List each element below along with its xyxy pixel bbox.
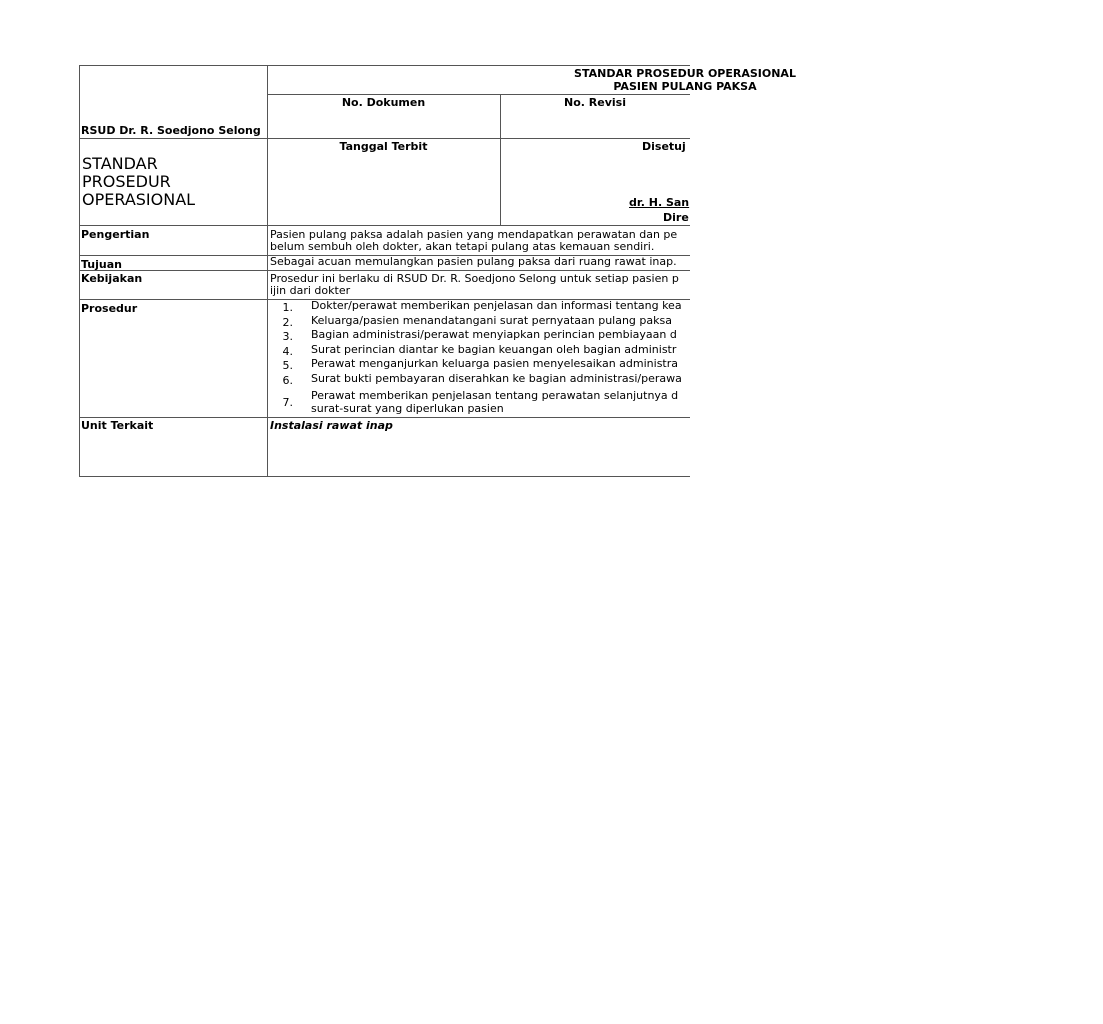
pengertian-text-line2: belum sembuh oleh dokter, akan tetapi pulang atas kemauan sendiri.: [270, 240, 655, 253]
unit-terkait-text: Instalasi rawat inap: [270, 419, 393, 432]
grid-line: [79, 138, 690, 139]
step-text: Dokter/perawat memberikan penjelasan dan informasi tentang kea: [311, 299, 682, 312]
grid-line: [79, 417, 690, 418]
grid-line: [79, 270, 690, 271]
step-number: 5.: [282, 359, 293, 372]
kebijakan-label: Kebijakan: [81, 272, 143, 285]
grid-line: [79, 65, 690, 66]
grid-line: [500, 94, 501, 226]
prosedur-label: Prosedur: [81, 302, 138, 315]
big-title-line1: STANDAR: [82, 154, 158, 173]
step-number: 3.: [282, 330, 293, 343]
doc-title-line2: PASIEN PULANG PAKSA: [613, 80, 757, 93]
tanggal-terbit-label: Tanggal Terbit: [339, 140, 428, 153]
disetujui-label: Disetuj: [642, 140, 686, 153]
step-number: 2.: [282, 316, 293, 329]
pengertian-text-line1: Pasien pulang paksa adalah pasien yang mendapatkan perawatan dan pe: [270, 228, 678, 241]
step-number: 7.: [282, 396, 293, 409]
step-text-continued: surat-surat yang diperlukan pasien: [311, 402, 504, 415]
no-revisi-label: No. Revisi: [564, 96, 626, 109]
kebijakan-text-line2: ijin dari dokter: [270, 284, 351, 297]
step-text: Perawat menganjurkan keluarga pasien menyelesaikan administra: [311, 357, 679, 370]
step-number: 1.: [282, 301, 293, 314]
grid-line: [79, 225, 690, 226]
big-title-line2: PROSEDUR: [82, 172, 171, 191]
tujuan-text: Sebagai acuan memulangkan pasien pulang paksa dari ruang rawat inap.: [270, 255, 677, 268]
signer-name: dr. H. San: [629, 196, 690, 209]
unit-terkait-label: Unit Terkait: [81, 419, 154, 432]
step-text: Surat bukti pembayaran diserahkan ke bagian administrasi/perawa: [311, 372, 682, 385]
step-text: Surat perincian diantar ke bagian keuangan oleh bagian administr: [311, 343, 677, 356]
grid-line: [267, 94, 690, 95]
hospital-name: RSUD Dr. R. Soedjono Selong: [81, 124, 261, 137]
step-text: Perawat memberikan penjelasan tentang perawatan selanjutnya d: [311, 389, 679, 402]
step-text: Bagian administrasi/perawat menyiapkan perincian pembiayaan d: [311, 328, 677, 341]
grid-line: [79, 476, 690, 477]
step-number: 4.: [282, 345, 293, 358]
grid-line: [79, 65, 80, 477]
pengertian-label: Pengertian: [81, 228, 150, 241]
sop-table: [79, 65, 796, 477]
step-number: 6.: [282, 374, 293, 387]
signer-title: Dire: [663, 211, 689, 224]
tujuan-label: Tujuan: [81, 258, 122, 271]
kebijakan-text-line1: Prosedur ini berlaku di RSUD Dr. R. Soedjono Selong untuk setiap pasien p: [270, 272, 679, 285]
no-dokumen-label: No. Dokumen: [341, 96, 426, 109]
grid-line: [267, 65, 268, 477]
big-title-line3: OPERASIONAL: [82, 190, 196, 209]
step-text: Keluarga/pasien menandatangani surat pernyataan pulang paksa: [311, 314, 672, 327]
doc-title-line1: STANDAR PROSEDUR OPERASIONAL: [574, 67, 796, 80]
